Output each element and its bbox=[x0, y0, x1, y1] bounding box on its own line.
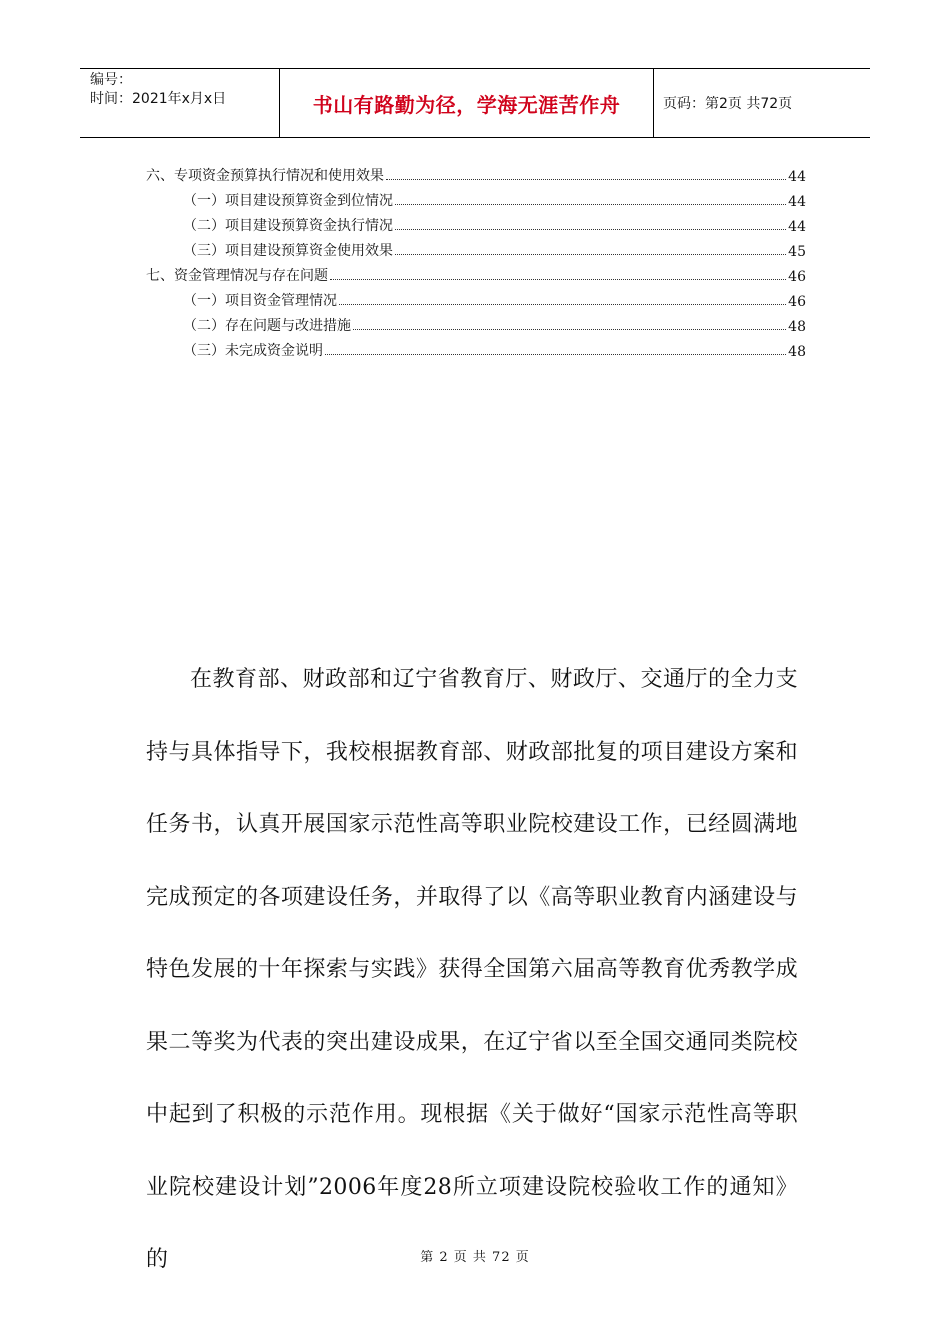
toc-dot-leader bbox=[330, 279, 786, 280]
toc-dot-leader bbox=[325, 354, 786, 355]
header-meta-cell bbox=[80, 69, 280, 137]
table-of-contents bbox=[146, 160, 806, 360]
toc-dot-leader bbox=[395, 254, 786, 255]
toc-dot-leader bbox=[353, 329, 786, 330]
toc-entry[interactable] bbox=[146, 235, 806, 260]
toc-entry-page: 44 bbox=[788, 194, 806, 210]
page-footer: 第 2 页 共 72 页 bbox=[420, 1250, 530, 1265]
toc-entry-label: （三）未完成资金说明 bbox=[183, 343, 323, 359]
toc-entry-page: 45 bbox=[788, 244, 806, 260]
toc-entry-label: （一）项目资金管理情况 bbox=[183, 293, 337, 309]
toc-entry[interactable] bbox=[146, 310, 806, 335]
toc-dot-leader bbox=[395, 204, 786, 205]
toc-entry-page: 48 bbox=[788, 319, 806, 335]
toc-entry-page: 48 bbox=[788, 344, 806, 360]
toc-entry-label: 六、专项资金预算执行情况和使用效果 bbox=[146, 168, 384, 184]
toc-entry-label: 七、资金管理情况与存在问题 bbox=[146, 268, 328, 284]
toc-entry[interactable] bbox=[146, 285, 806, 310]
toc-entry[interactable] bbox=[146, 335, 806, 360]
toc-entry-page: 46 bbox=[788, 269, 806, 285]
document-header bbox=[80, 68, 870, 138]
toc-entry-label: （二）项目建设预算资金执行情况 bbox=[183, 218, 393, 234]
toc-entry[interactable] bbox=[146, 260, 806, 285]
toc-entry[interactable] bbox=[146, 160, 806, 185]
toc-entry-page: 46 bbox=[788, 294, 806, 310]
toc-entry-label: （一）项目建设预算资金到位情况 bbox=[183, 193, 393, 209]
toc-dot-leader bbox=[339, 304, 786, 305]
toc-entry-label: （二）存在问题与改进措施 bbox=[183, 318, 351, 334]
header-page-label: 页码：第2页 共72页 bbox=[663, 96, 793, 112]
toc-entry[interactable] bbox=[146, 210, 806, 235]
toc-entry[interactable] bbox=[146, 185, 806, 210]
document-time-label: 时间：2021年x月x日 bbox=[90, 91, 227, 107]
body-paragraph: 在教育部、财政部和辽宁省教育厅、财政厅、交通厅的全力支持与具体指导下，我校根据教育部、财政部批复的项目建设方案和任务书，认真开展国家示范性高等职业院校建设工作，已经圆满地完成预定的各项建设任务，并取得了以《高等职业教育内涵建设与特色发展的十年探索与实践》获得全国第六届高等教育优秀教学成果二等奖为代表的突出建设成果，在辽宁省以至全国交通同类院校中起到了积极的示范作用。现根据《关于做好“国家示范性高等职业院校建设计划”2006年度28所立项建设院校验收工作的通知》的 bbox=[146, 667, 798, 1272]
toc-entry-page: 44 bbox=[788, 169, 806, 185]
document-number-label: 编号： bbox=[90, 72, 132, 88]
toc-entry-page: 44 bbox=[788, 219, 806, 235]
header-motto: 书山有路勤为径，学海无涯苦作舟 bbox=[280, 69, 654, 137]
toc-dot-leader bbox=[386, 179, 786, 180]
toc-dot-leader bbox=[395, 229, 786, 230]
toc-entry-label: （三）项目建设预算资金使用效果 bbox=[183, 243, 393, 259]
